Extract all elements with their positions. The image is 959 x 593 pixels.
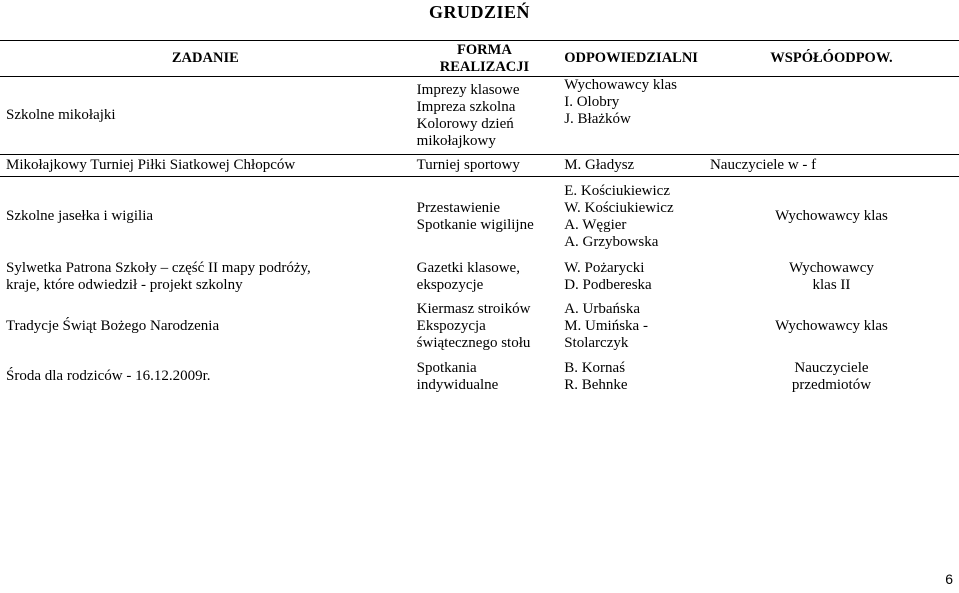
cell-task-line: Środa dla rodziców - 16.12.2009r.: [6, 368, 211, 384]
cell-responsible-line: I. Olobry: [564, 94, 620, 110]
cell-responsible-line: Wychowawcy klas: [564, 77, 678, 93]
table-row: [0, 257, 959, 297]
cell-responsible: [558, 257, 704, 297]
cell-co-responsible: [704, 257, 959, 297]
cell-responsible-line: A. Grzybowska: [564, 233, 659, 250]
cell-responsible-line: A. Węgier: [564, 216, 627, 233]
cell-form-line: Turniej sportowy: [416, 157, 520, 173]
cell-task-line: Szkolne mikołajki: [6, 107, 116, 123]
cell-form: [411, 155, 559, 177]
cell-co-responsible-line: Nauczyciele: [794, 359, 869, 376]
cell-co-responsible-line: Nauczyciele w - f: [709, 157, 817, 173]
cell-task: [0, 155, 411, 177]
cell-form: [411, 257, 559, 297]
cell-co-responsible-line: Wychowawcy klas: [775, 318, 888, 334]
cell-form-line: Impreza szkolna: [416, 98, 516, 115]
cell-form: [411, 357, 559, 397]
cell-responsible-line: E. Kościukiewicz: [564, 182, 671, 199]
cell-task: [0, 77, 411, 155]
cell-responsible: [558, 155, 704, 177]
header-form-line2: REALIZACJI: [439, 58, 530, 75]
activity-table: [0, 40, 959, 397]
cell-task-line: Mikołajkowy Turniej Piłki Siatkowej Chłopców: [6, 157, 296, 173]
cell-form-line: Przestawienie: [416, 199, 500, 216]
table-row: [0, 357, 959, 397]
cell-responsible-line: M. Umińska -: [564, 318, 648, 334]
header-co-responsible: WSPÓŁÓODPOW.: [770, 50, 893, 66]
cell-form-line: Kolorowy dzień: [416, 115, 514, 132]
cell-responsible-line: W. Kościukiewicz: [564, 199, 674, 216]
cell-responsible-line: J. Błażków: [564, 111, 631, 127]
cell-task: [0, 357, 411, 397]
cell-responsible-line: R. Behnke: [564, 376, 628, 393]
cell-form-line: indywidualne: [416, 376, 499, 393]
cell-form: [411, 297, 559, 357]
cell-responsible: [558, 297, 704, 357]
table-header-row: [0, 41, 959, 77]
cell-responsible-line: W. Pożarycki: [564, 259, 645, 276]
cell-responsible-line: D. Podbereska: [564, 276, 652, 293]
cell-form-line: ekspozycje: [416, 276, 484, 293]
header-form: [411, 41, 559, 77]
header-task: ZADANIE: [171, 50, 239, 66]
table-row: [0, 77, 959, 155]
cell-form-line: Spotkanie wigilijne: [416, 216, 534, 233]
header-responsible: ODPOWIEDZIALNI: [564, 50, 698, 66]
table-row: [0, 155, 959, 177]
cell-form-line: Kiermasz stroików: [416, 301, 531, 317]
cell-responsible-line: B. Kornaś: [564, 359, 626, 376]
cell-form-line: Imprezy klasowe: [416, 81, 520, 98]
cell-task: [0, 177, 411, 257]
cell-co-responsible-line: Wychowawcy: [789, 259, 874, 276]
cell-responsible-line: Stolarczyk: [564, 335, 629, 351]
cell-co-responsible: [704, 177, 959, 257]
table-row: [0, 297, 959, 357]
cell-co-responsible-line: klas II: [812, 276, 851, 293]
cell-form-line: świątecznego stołu: [416, 335, 531, 351]
cell-co-responsible: [704, 357, 959, 397]
cell-form-line: Spotkania: [416, 359, 477, 376]
cell-task: [0, 297, 411, 357]
cell-task-line: kraje, które odwiedził - projekt szkolny: [6, 276, 243, 293]
cell-form-line: Gazetki klasowe,: [416, 259, 520, 276]
cell-responsible: [558, 177, 704, 257]
cell-task-line: Sylwetka Patrona Szkoły – część II mapy podróży,: [6, 259, 311, 276]
header-form-line1: FORMA: [457, 41, 512, 58]
cell-task-line: Szkolne jasełka i wigilia: [6, 208, 154, 225]
cell-co-responsible: [704, 155, 959, 177]
cell-co-responsible-line: przedmiotów: [791, 376, 872, 393]
cell-form-line: mikołajkowy: [416, 132, 496, 149]
cell-co-responsible-line: Wychowawcy klas: [775, 208, 888, 225]
page-number: 6: [945, 571, 953, 587]
cell-responsible-line: M. Gładysz: [564, 157, 635, 173]
cell-task-line: Tradycje Świąt Bożego Narodzenia: [6, 318, 220, 334]
cell-form-line: Ekspozycja: [416, 318, 486, 334]
cell-form: [411, 77, 559, 155]
cell-responsible-line: A. Urbańska: [564, 301, 641, 317]
cell-task: [0, 257, 411, 297]
page-title: GRUDZIEŃ: [428, 2, 530, 22]
cell-co-responsible: [704, 77, 959, 155]
cell-responsible: [558, 77, 704, 155]
table-row: [0, 177, 959, 257]
cell-form: [411, 177, 559, 257]
cell-responsible: [558, 357, 704, 397]
cell-co-responsible: [704, 297, 959, 357]
